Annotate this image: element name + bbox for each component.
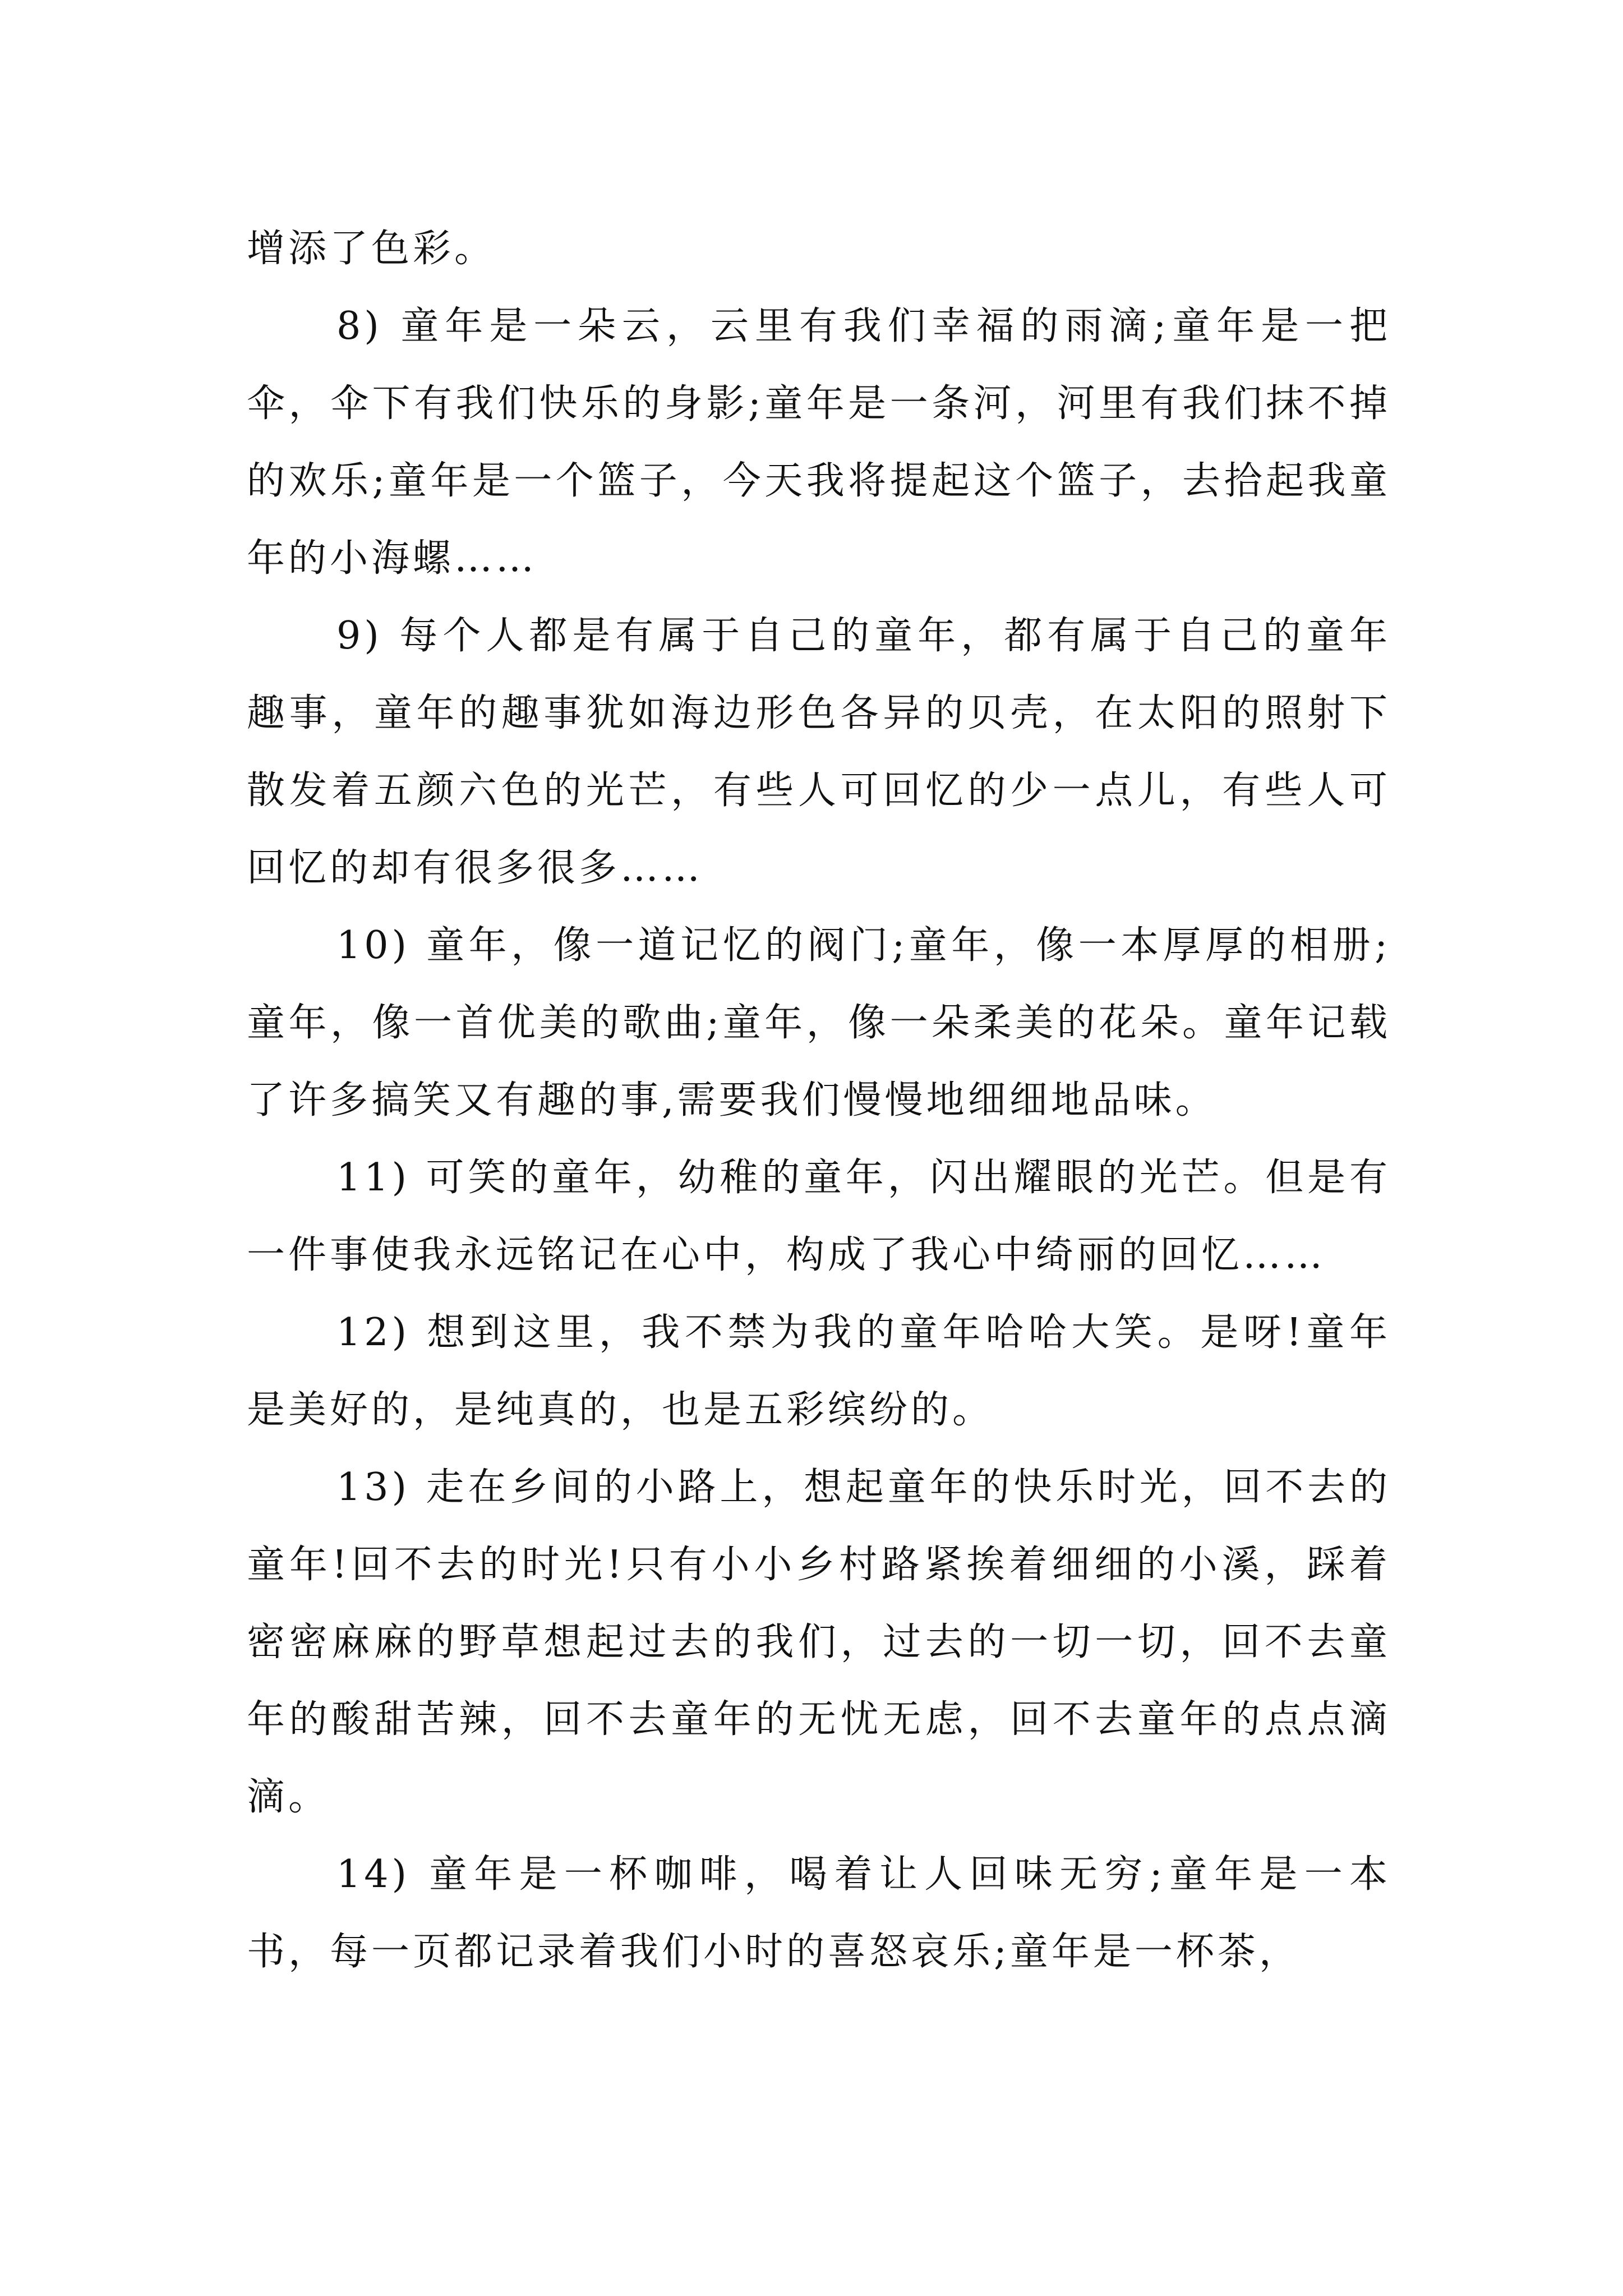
paragraph-11: 11) 可笑的童年，幼稚的童年，闪出耀眼的光芒。但是有一件事使我永远铭记在心中，构成了我心中绮丽的回忆……	[247, 1156, 1391, 1277]
paragraph-8: 8) 童年是一朵云，云里有我们幸福的雨滴;童年是一把伞，伞下有我们快乐的身影;童年是一条河，河里有我们抹不掉的欢乐;童年是一个篮子，今天我将提起这个篮子，去拾起我童年的小海螺……	[247, 304, 1391, 581]
paragraph-13: 13) 走在乡间的小路上，想起童年的快乐时光，回不去的童年!回不去的时光!只有小小乡村路紧挨着细细的小溪，踩着密密麻麻的野草想起过去的我们，过去的一切一切，回不去童年的酸甜苦辣，回不去童年的无忧无虑，回不去童年的点点滴滴。	[247, 1465, 1391, 1819]
paragraph-continuation: 增添了色彩。	[247, 227, 496, 271]
paragraph-9: 9) 每个人都是有属于自己的童年，都有属于自己的童年趣事，童年的趣事犹如海边形色各异的贝壳，在太阳的照射下散发着五颜六色的光芒，有些人可回忆的少一点儿，有些人可回忆的却有很多很多……	[247, 614, 1391, 890]
paragraph-12: 12) 想到这里，我不禁为我的童年哈哈大笑。是呀!童年是美好的，是纯真的，也是五彩缤纷的。	[247, 1310, 1391, 1432]
paragraph-10: 10) 童年，像一道记忆的阀门;童年，像一本厚厚的相册;童年，像一首优美的歌曲;童年，像一朵柔美的花朵。童年记载了许多搞笑又有趣的事,需要我们慢慢地细细地品味。	[247, 923, 1391, 1122]
paragraph-14: 14) 童年是一杯咖啡，喝着让人回味无穷;童年是一本书，每一页都记录着我们小时的喜怒哀乐;童年是一杯茶，	[247, 1852, 1391, 1974]
document-body	[247, 210, 1391, 1991]
